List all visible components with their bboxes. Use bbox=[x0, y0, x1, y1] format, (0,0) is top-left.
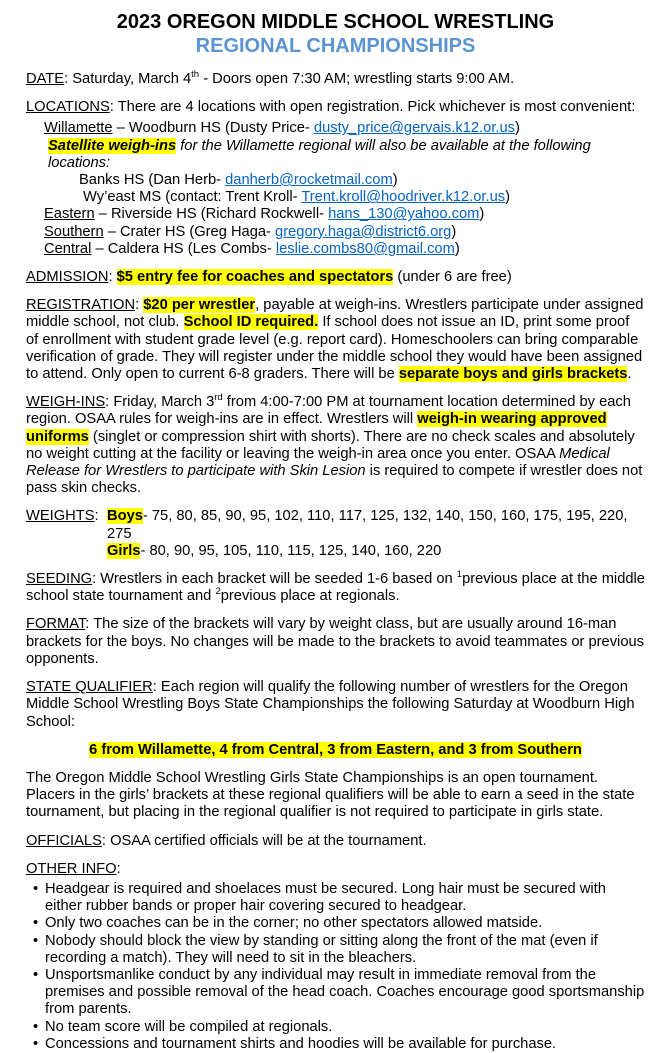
weights-label: WEIGHTS bbox=[26, 508, 95, 525]
seeding-superscript-1: 1 bbox=[456, 569, 463, 581]
brackets-highlight: separate boys and girls brackets bbox=[398, 366, 628, 383]
email-link-willamette[interactable]: dusty_price@gervais.k12.or.us bbox=[313, 120, 515, 137]
other-info-list bbox=[26, 881, 645, 1053]
satellite-weighins-highlight: Satellite weigh-ins bbox=[48, 137, 177, 154]
weighins-text-2: from 4:00-7:00 PM at tournament location determined by each region. OSAA rules for weigh-ins are in effect. Wrestlers will bbox=[26, 394, 631, 428]
weights-boys-line bbox=[107, 508, 645, 542]
admission-text: (under 6 are free) bbox=[393, 269, 512, 286]
location-central-text: – Caldera HS (Les Combs- bbox=[91, 240, 276, 257]
list-item: • Unsportsmanlike conduct by any individual may result in immediate removal from the premises and possible removal of the head coach. Coaches encourage good sportsmanship from parents. bbox=[26, 967, 645, 1019]
location-eastern-text: – Riverside HS (Richard Rockwell- bbox=[94, 206, 329, 223]
location-southern-close: ) bbox=[451, 223, 457, 240]
other-info-section bbox=[26, 861, 645, 1053]
page-title: 2023 OREGON MIDDLE SCHOOL WRESTLING bbox=[116, 11, 555, 33]
school-id-highlight: School ID required. bbox=[183, 314, 319, 331]
weights-colon: : bbox=[94, 508, 99, 525]
weighins-section bbox=[26, 394, 645, 497]
admission-section bbox=[26, 269, 645, 286]
list-item: • No team score will be compiled at regionals. bbox=[26, 1019, 645, 1036]
admission-label: ADMISSION bbox=[26, 269, 109, 286]
locations-label: LOCATIONS bbox=[26, 99, 110, 116]
seeding-text-2: previous place at the middle school state tournament and bbox=[26, 571, 645, 605]
location-wyeast-text: Wy’east MS (contact: Trent Kroll- bbox=[83, 189, 302, 206]
registration-text-2: If school does not issue an ID, print some proof of enrollment with student grade level (e.g. report card). Homeschoolers can bring comparable verification of grade. They will register under the middle school they would have been assigned to attend. Only open to current 6-8 graders. There will be bbox=[26, 314, 643, 383]
girls-weights-list: - 80, 90, 95, 105, 110, 115, 125, 140, 160, 220 bbox=[140, 542, 442, 559]
officials-text: : OSAA certified officials will be at the tournament. bbox=[101, 832, 427, 849]
registration-text-3: . bbox=[627, 366, 632, 383]
location-southern bbox=[26, 224, 645, 241]
location-banks bbox=[26, 172, 645, 189]
date-ordinal-superscript: th bbox=[191, 69, 200, 81]
email-link-central[interactable]: leslie.combs80@gmail.com bbox=[275, 240, 455, 257]
weights-values bbox=[107, 508, 645, 560]
weighins-text-3: (singlet or compression shirt with shorts). There are no check scales and absolutely no weight cutting at the facility or leaving the weigh-in area once you enter. OSAA bbox=[26, 428, 635, 462]
medical-release-italic: Medical Release for Wrestlers to participate with Skin Lesion bbox=[26, 445, 610, 480]
state-qualifier-text: : Each region will qualify the following number of wrestlers for the Oregon Middle School Wrestling Boys State Championships the following Saturday at Woodburn High School: bbox=[26, 679, 635, 730]
email-link-southern[interactable]: gregory.haga@district6.org bbox=[275, 223, 452, 240]
registration-colon: : bbox=[135, 297, 144, 314]
location-eastern-close: ) bbox=[479, 206, 485, 223]
email-link-wyeast[interactable]: Trent.kroll@hoodriver.k12.or.us bbox=[301, 189, 506, 206]
location-central-close: ) bbox=[454, 240, 460, 257]
seeding-superscript-2: 2 bbox=[215, 586, 221, 598]
locations-intro bbox=[26, 99, 645, 116]
list-item: • Headgear is required and shoelaces must be secured. Long hair must be secured with either rubber bands or proper hair covering secured to headgear. bbox=[26, 881, 645, 915]
uniforms-highlight: weigh-in wearing approved uniforms bbox=[26, 411, 607, 445]
admission-colon: : bbox=[108, 269, 117, 286]
location-banks-text: Banks HS (Dan Herb- bbox=[79, 172, 226, 189]
weights-label-cell bbox=[26, 508, 107, 560]
format-label: FORMAT bbox=[26, 616, 86, 633]
page-subtitle: REGIONAL CHAMPIONSHIPS bbox=[195, 35, 476, 57]
boys-highlight: Boys bbox=[107, 508, 143, 525]
location-wyeast-close: ) bbox=[505, 189, 511, 206]
location-eastern bbox=[26, 206, 645, 223]
location-southern-name: Southern bbox=[44, 223, 104, 240]
format-section bbox=[26, 616, 645, 668]
qualifier-counts-line bbox=[26, 742, 645, 759]
other-info-heading bbox=[26, 861, 645, 878]
state-qualifier-label: STATE QUALIFIER bbox=[26, 679, 153, 696]
seeding-section bbox=[26, 571, 645, 605]
weighins-label: WEIGH-INS bbox=[26, 394, 106, 411]
satellite-weighins-line bbox=[26, 138, 645, 172]
list-item: • Concessions and tournament shirts and hoodies will be available for purchase. bbox=[26, 1036, 645, 1053]
location-willamette bbox=[26, 120, 645, 137]
weighins-ordinal-superscript: rd bbox=[214, 392, 223, 404]
locations-intro-text: : There are 4 locations with open registration. Pick whichever is most convenient: bbox=[109, 99, 636, 116]
girls-state-paragraph: The Oregon Middle School Wrestling Girls State Championships is an open tournament. Placers in the girls’ brackets at these regional qualifiers will be able to earn a seed in the state tournament, but placing in the regional qualifier is not required to participate in girls state. bbox=[26, 769, 635, 821]
date-text: : Saturday, March 4 bbox=[64, 71, 192, 87]
locations-section bbox=[26, 99, 645, 258]
registration-label: REGISTRATION bbox=[26, 297, 136, 314]
email-link-banks[interactable]: danherb@rocketmail.com bbox=[225, 172, 393, 189]
admission-fee-highlight: $5 entry fee for coaches and spectators bbox=[116, 269, 394, 286]
weights-girls-line bbox=[107, 543, 645, 560]
boys-weights-list: - 75, 80, 85, 90, 95, 102, 110, 117, 125, 132, 140, 150, 160, 175, 195, 220, 275 bbox=[107, 508, 628, 542]
qualifier-counts-highlight: 6 from Willamette, 4 from Central, 3 from Eastern, and 3 from Southern bbox=[89, 741, 582, 758]
location-central-name: Central bbox=[44, 240, 92, 257]
weights-section bbox=[26, 508, 645, 560]
location-banks-close: ) bbox=[392, 172, 398, 189]
state-qualifier-section bbox=[26, 679, 645, 731]
list-item: • Nobody should block the view by standing or sitting along the front of the mat (even if recording a match). They will need to sit in the bleachers. bbox=[26, 933, 645, 967]
location-eastern-name: Eastern bbox=[44, 206, 95, 223]
registration-section bbox=[26, 297, 645, 383]
officials-label: OFFICIALS bbox=[26, 832, 102, 849]
officials-section bbox=[26, 833, 645, 850]
date-text-rest: - Doors open 7:30 AM; wrestling starts 9:00 AM. bbox=[199, 71, 515, 87]
format-text: : The size of the brackets will vary by weight class, but are usually around 16-man brackets for the boys. No changes will be made to the brackets to avoid teammates or previous opponents. bbox=[26, 616, 645, 667]
seeding-text-3: previous place at regionals. bbox=[220, 588, 400, 605]
other-info-label: OTHER INFO bbox=[26, 860, 117, 877]
list-item: • Only two coaches can be in the corner; no other spectators allowed matside. bbox=[26, 915, 645, 932]
registration-text-1: , payable at weigh-ins. Wrestlers participate under assigned middle school, not club. bbox=[26, 297, 644, 331]
location-southern-text: – Crater HS (Greg Haga- bbox=[103, 223, 276, 240]
location-willamette-text: – Woodburn HS (Dusty Price- bbox=[112, 120, 314, 137]
other-info-colon: : bbox=[116, 860, 121, 877]
weighins-text-4: is required to compete if wrestler does not pass skin checks. bbox=[26, 463, 643, 497]
seeding-text-1: : Wrestlers in each bracket will be seeded 1-6 based on bbox=[92, 571, 457, 588]
location-willamette-name: Willamette bbox=[44, 120, 113, 137]
satellite-weighins-text: for the Willamette regional will also be available at the following locations: bbox=[48, 137, 591, 171]
registration-fee-highlight: $20 per wrestler bbox=[143, 297, 256, 314]
date-label: DATE bbox=[26, 71, 65, 87]
location-wyeast bbox=[26, 189, 645, 206]
girls-highlight: Girls bbox=[107, 542, 141, 559]
location-central bbox=[26, 241, 645, 258]
weighins-text-1: : Friday, March 3 bbox=[105, 394, 215, 411]
location-willamette-close: ) bbox=[514, 120, 520, 137]
email-link-eastern[interactable]: hans_130@yahoo.com bbox=[328, 206, 480, 223]
date-line bbox=[26, 71, 645, 88]
seeding-label: SEEDING bbox=[26, 571, 93, 588]
